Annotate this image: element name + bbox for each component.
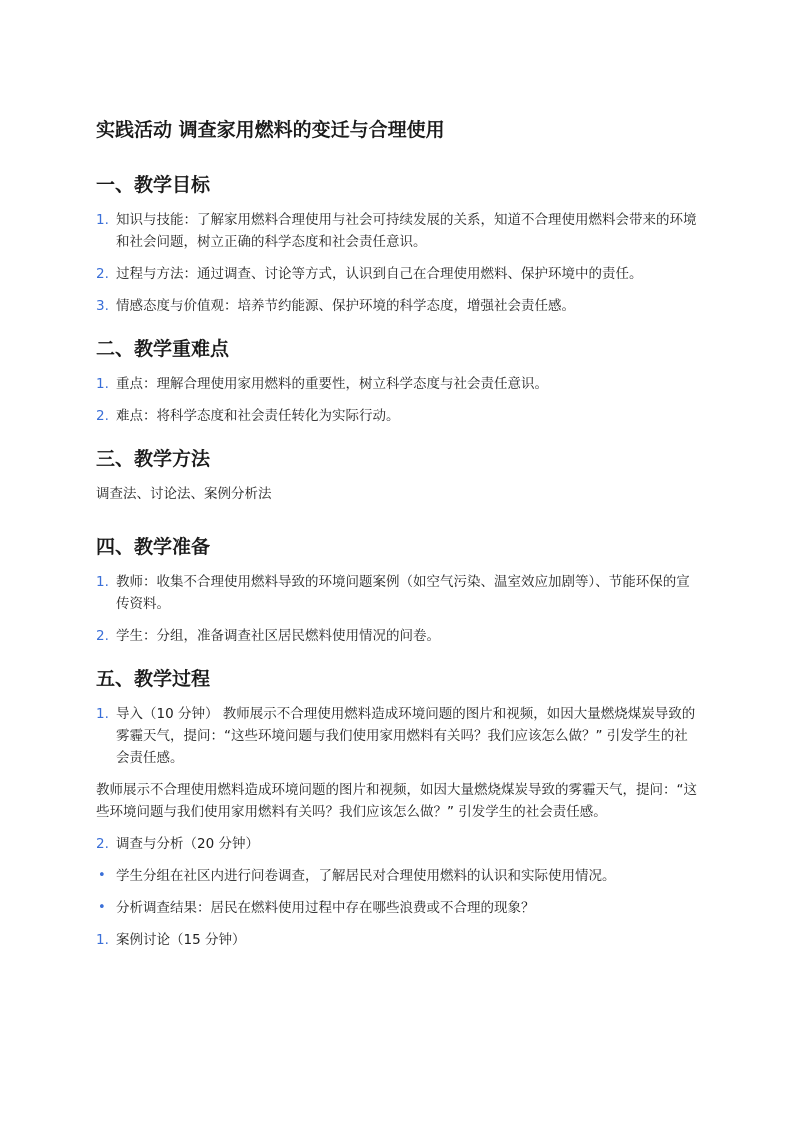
bullet-item bbox=[96, 865, 698, 887]
objectives-list bbox=[96, 209, 698, 317]
list-item-text: 学生：分组，准备调查社区居民燃料使用情况的问卷。 bbox=[116, 628, 440, 644]
bullet-text: 学生分组在社区内进行问卷调查，了解居民对合理使用燃料的认识和实际使用情况。 bbox=[116, 868, 616, 884]
bullet-marker: • bbox=[98, 900, 106, 915]
list-item bbox=[96, 405, 698, 427]
list-item bbox=[96, 373, 698, 395]
list-item-text: 过程与方法：通过调查、讨论等方式，认识到自己在合理使用燃料、保护环境中的责任。 bbox=[116, 266, 643, 282]
bullet-marker: • bbox=[98, 868, 106, 883]
list-item-case-discussion bbox=[96, 929, 698, 951]
list-number: 2. bbox=[96, 408, 109, 424]
list-item-text: 知识与技能：了解家用燃料合理使用与社会可持续发展的关系，知道不合理使用燃料会带来的环境和社会问题，树立正确的科学态度和社会责任意识。 bbox=[116, 212, 697, 250]
intro-paragraph: 教师展示不合理使用燃料造成环境问题的图片和视频，如因大量燃烧煤炭导致的雾霾天气，提问：“这些环境问题与我们使用家用燃料有关吗？我们应该怎么做？” 引发学生的社会责任感。 bbox=[96, 782, 697, 820]
list-number: 2. bbox=[96, 628, 109, 644]
list-item bbox=[96, 263, 698, 285]
list-item-text: 案例讨论（15 分钟） bbox=[116, 932, 246, 948]
key-points-list bbox=[96, 373, 698, 427]
bullet-item bbox=[96, 897, 698, 919]
preparation-list bbox=[96, 571, 698, 647]
list-number: 2. bbox=[96, 836, 109, 852]
list-number: 1. bbox=[96, 212, 109, 228]
list-item-text: 调查与分析（20 分钟） bbox=[116, 836, 259, 852]
list-item bbox=[96, 209, 698, 253]
list-number: 2. bbox=[96, 266, 109, 282]
list-item-text: 难点：将科学态度和社会责任转化为实际行动。 bbox=[116, 408, 400, 424]
list-number: 3. bbox=[96, 298, 109, 314]
section-heading-key-points: 二、教学重难点 bbox=[96, 338, 230, 360]
list-item-text: 教师：收集不合理使用燃料导致的环境问题案例（如空气污染、温室效应加剧等）、节能环保的宣传资料。 bbox=[116, 574, 690, 612]
list-item-intro bbox=[96, 703, 698, 769]
section-heading-methods: 三、教学方法 bbox=[96, 448, 211, 470]
list-item bbox=[96, 571, 698, 615]
list-number: 1. bbox=[96, 574, 109, 590]
bullet-text: 分析调查结果：居民在燃料使用过程中存在哪些浪费或不合理的现象？ bbox=[116, 900, 535, 916]
list-item bbox=[96, 625, 698, 647]
list-number: 1. bbox=[96, 376, 109, 392]
list-item-text: 情感态度与价值观：培养节约能源、保护环境的科学态度，增强社会责任感。 bbox=[116, 298, 575, 314]
list-number: 1. bbox=[96, 706, 109, 722]
list-item-survey bbox=[96, 833, 698, 855]
list-item bbox=[96, 295, 698, 317]
list-item-text: 导入（10 分钟） 教师展示不合理使用燃料造成环境问题的图片和视频，如因大量燃烧煤炭导致的雾霾天气，提问：“这些环境问题与我们使用家用燃料有关吗？我们应该怎么做？” 引发学生的社会责任感。 bbox=[116, 706, 696, 766]
section-heading-process: 五、教学过程 bbox=[96, 668, 211, 690]
methods-paragraph: 调查法、讨论法、案例分析法 bbox=[96, 486, 272, 502]
list-item-text: 重点：理解合理使用家用燃料的重要性，树立科学态度与社会责任意识。 bbox=[116, 376, 548, 392]
list-number: 1. bbox=[96, 932, 109, 948]
section-heading-preparation: 四、教学准备 bbox=[96, 536, 211, 558]
section-heading-objectives: 一、教学目标 bbox=[96, 174, 211, 196]
document-title: 实践活动 调查家用燃料的变迁与合理使用 bbox=[96, 119, 445, 141]
